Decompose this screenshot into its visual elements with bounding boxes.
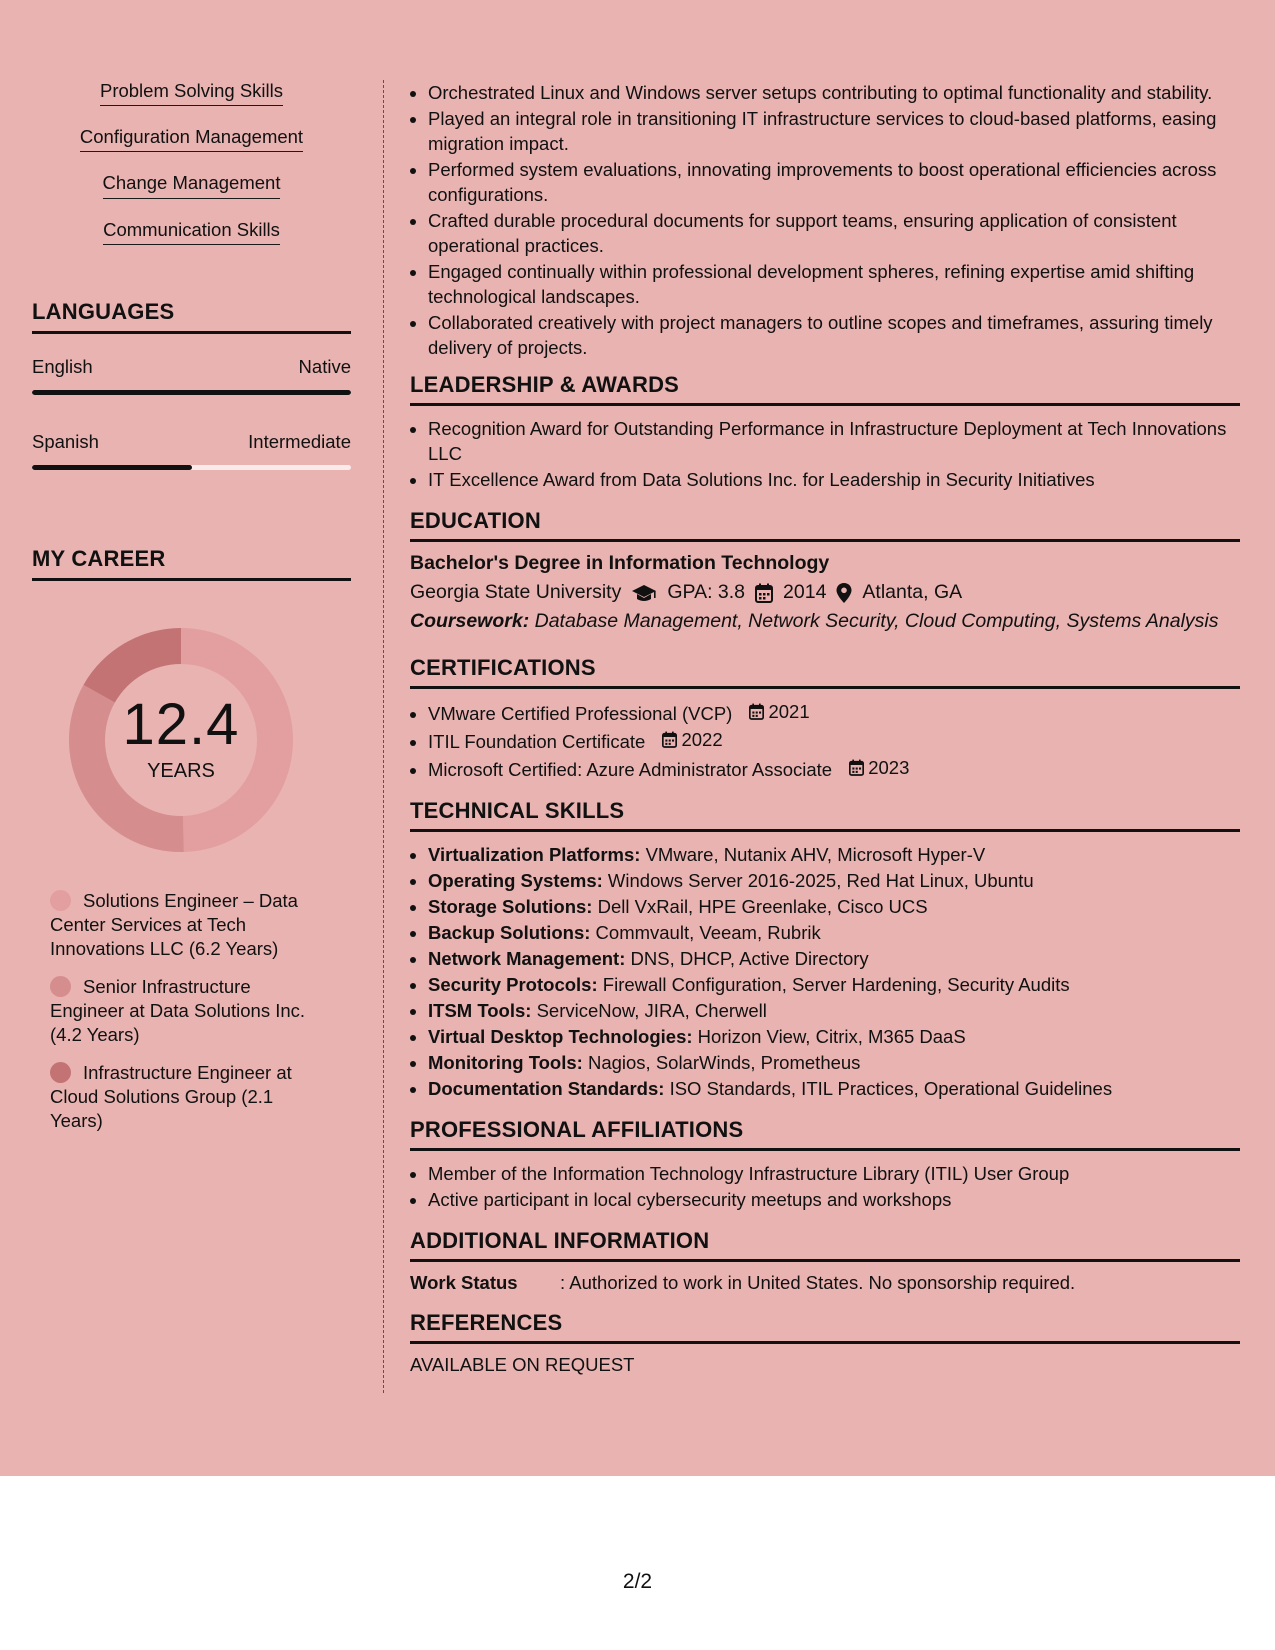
technical-skill-item (428, 946, 1240, 971)
language-item (32, 356, 351, 395)
gpa: GPA: 3.8 (667, 581, 746, 603)
affiliation-item: • Member of the Information Technology Infrastructure Library (ITIL) User Group (428, 1161, 1240, 1186)
technical-skill-item (428, 998, 1240, 1023)
graduation-year: 2014 (783, 581, 827, 603)
right-column (410, 80, 1240, 1376)
career-role: Infrastructure Engineer at Cloud Solutions Group (2.1 Years) (50, 1061, 292, 1131)
experience-bullet: • Performed system evaluations, innovating improvements to boost operational efficiencies across configurations. (428, 157, 1240, 207)
work-status-row (410, 1272, 1240, 1294)
legend-dot (50, 976, 71, 997)
legend-dot (50, 1062, 71, 1083)
skill-values: ServiceNow, JIRA, Cherwell (536, 1000, 767, 1021)
leadership-list (410, 416, 1240, 492)
education-meta (410, 581, 1240, 604)
skill-tag: Problem Solving Skills (100, 80, 283, 106)
language-name: English (32, 355, 93, 377)
technical-skill-item (428, 842, 1240, 867)
certification-year-group (849, 755, 909, 780)
skill-category: Monitoring Tools: (428, 1052, 583, 1073)
career-legend-item (50, 975, 312, 1047)
skill-values: ISO Standards, ITIL Practices, Operational Guidelines (669, 1078, 1113, 1099)
technical-skill-item (428, 1076, 1240, 1101)
skill-category: Network Management: (428, 948, 626, 969)
affiliation-item: • Active participant in local cybersecurity meetups and workshops (428, 1187, 1240, 1212)
skill-tag: Configuration Management (80, 126, 303, 152)
calendar-icon (755, 583, 773, 603)
technical-skill-item (428, 972, 1240, 997)
languages-heading: LANGUAGES (32, 299, 351, 334)
skills-list (32, 80, 351, 265)
certifications-list (410, 699, 1240, 782)
experience-bullet: • Crafted durable procedural documents for support teams, ensuring application of consistent operational practices. (428, 208, 1240, 258)
language-level: Native (298, 355, 351, 377)
calendar-icon (662, 731, 677, 748)
career-total-years: 12.4 (122, 692, 240, 758)
skill-category: Virtual Desktop Technologies: (428, 1026, 693, 1047)
affiliations-heading: PROFESSIONAL AFFILIATIONS (410, 1117, 1240, 1151)
technical-skill-item (428, 1050, 1240, 1075)
experience-bullet: • Collaborated creatively with project managers to outline scopes and timeframes, assuring timely delivery of projects. (428, 310, 1240, 360)
certification-year: 2023 (868, 757, 910, 778)
skill-category: Documentation Standards: (428, 1078, 665, 1099)
leadership-heading: LEADERSHIP & AWARDS (410, 372, 1240, 406)
certification-item (428, 755, 1240, 782)
graduation-cap-icon (631, 583, 657, 603)
language-proficiency-bar (32, 390, 351, 395)
career-legend-item (50, 889, 312, 961)
school-name: Georgia State University (410, 581, 622, 603)
skill-values: Windows Server 2016-2025, Red Hat Linux, Ubuntu (607, 870, 1034, 891)
career-role: Solutions Engineer – Data Center Services at Tech Innovations LLC (6.2 Years) (50, 889, 298, 959)
certifications-heading: CERTIFICATIONS (410, 655, 1240, 689)
donut-center (66, 625, 296, 855)
coursework (410, 610, 1240, 633)
school-location: Atlanta, GA (862, 581, 963, 603)
affiliations-list (410, 1161, 1240, 1212)
page-number: 2/2 (622, 1570, 653, 1593)
skill-category: ITSM Tools: (428, 1000, 532, 1021)
coursework-label: Coursework: (410, 610, 530, 632)
career-donut-chart (66, 625, 296, 855)
references-heading: REFERENCES (410, 1310, 1240, 1344)
career-legend-item (50, 1061, 312, 1133)
calendar-icon (849, 759, 864, 776)
language-proficiency-bar (32, 465, 351, 470)
career-heading: MY CAREER (32, 546, 351, 581)
certification-year-group (662, 727, 722, 752)
skill-tag: Change Management (103, 172, 281, 198)
skill-tag: Communication Skills (103, 219, 280, 245)
skill-category: Storage Solutions: (428, 896, 593, 917)
language-level: Intermediate (248, 430, 351, 452)
certification-item (428, 727, 1240, 754)
skill-category: Security Protocols: (428, 974, 598, 995)
legend-dot (50, 890, 71, 911)
language-item (32, 431, 351, 470)
certification-item (428, 699, 1240, 726)
experience-bullet: • Played an integral role in transitioning IT infrastructure services to cloud-based platforms, easing migration impact. (428, 106, 1240, 156)
career-total-unit: YEARS (147, 760, 215, 783)
additional-info-heading: ADDITIONAL INFORMATION (410, 1228, 1240, 1262)
experience-bullet: • Engaged continually within professional development spheres, refining expertise amid shifting technological landscapes. (428, 259, 1240, 309)
education-heading: EDUCATION (410, 508, 1240, 542)
column-divider (383, 80, 384, 1393)
skill-values: VMware, Nutanix AHV, Microsoft Hyper-V (645, 844, 986, 865)
left-column (32, 80, 351, 1147)
references-text: AVAILABLE ON REQUEST (410, 1354, 635, 1375)
language-name: Spanish (32, 430, 99, 452)
skill-values: Firewall Configuration, Server Hardening, Security Audits (602, 974, 1070, 995)
calendar-icon (749, 703, 764, 720)
career-legend (32, 889, 312, 1133)
skill-values: Nagios, SolarWinds, Prometheus (587, 1052, 861, 1073)
language-proficiency-fill (32, 465, 192, 470)
skill-values: Commvault, Veeam, Rubrik (595, 922, 821, 943)
experience-bullets (410, 80, 1240, 360)
language-proficiency-fill (32, 390, 351, 395)
skill-values: Horizon View, Citrix, M365 DaaS (697, 1026, 966, 1047)
skill-values: Dell VxRail, HPE Greenlake, Cisco UCS (597, 896, 928, 917)
certification-name: Microsoft Certified: Azure Administrator Associate (428, 759, 833, 780)
work-status-label: Work Status (410, 1272, 518, 1293)
technical-skill-item (428, 920, 1240, 945)
certification-name: VMware Certified Professional (VCP) (428, 703, 733, 724)
skill-category: Operating Systems: (428, 870, 603, 891)
technical-skill-item (428, 868, 1240, 893)
certification-year-group (749, 699, 809, 724)
certification-name: ITIL Foundation Certificate (428, 731, 646, 752)
coursework-list: Database Management, Network Security, Cloud Computing, Systems Analysis (534, 610, 1219, 632)
technical-skills-list (410, 842, 1240, 1101)
award-item: • Recognition Award for Outstanding Performance in Infrastructure Deployment at Tech Innovations LLC (428, 416, 1240, 466)
technical-skills-heading: TECHNICAL SKILLS (410, 798, 1240, 832)
career-role: Senior Infrastructure Engineer at Data Solutions Inc. (4.2 Years) (50, 975, 306, 1045)
certification-year: 2022 (681, 729, 723, 750)
technical-skill-item (428, 894, 1240, 919)
technical-skill-item (428, 1024, 1240, 1049)
certification-year: 2021 (768, 701, 810, 722)
experience-bullet: • Orchestrated Linux and Windows server setups contributing to optimal functionality and stability. (428, 80, 1240, 105)
degree-title: Bachelor's Degree in Information Technology (410, 552, 830, 574)
skill-category: Virtualization Platforms: (428, 844, 641, 865)
award-item: • IT Excellence Award from Data Solutions Inc. for Leadership in Security Initiatives (428, 467, 1240, 492)
skill-category: Backup Solutions: (428, 922, 591, 943)
map-pin-icon (836, 583, 852, 603)
skill-values: DNS, DHCP, Active Directory (630, 948, 869, 969)
work-status-value: : Authorized to work in United States. No sponsorship required. (560, 1272, 1076, 1293)
